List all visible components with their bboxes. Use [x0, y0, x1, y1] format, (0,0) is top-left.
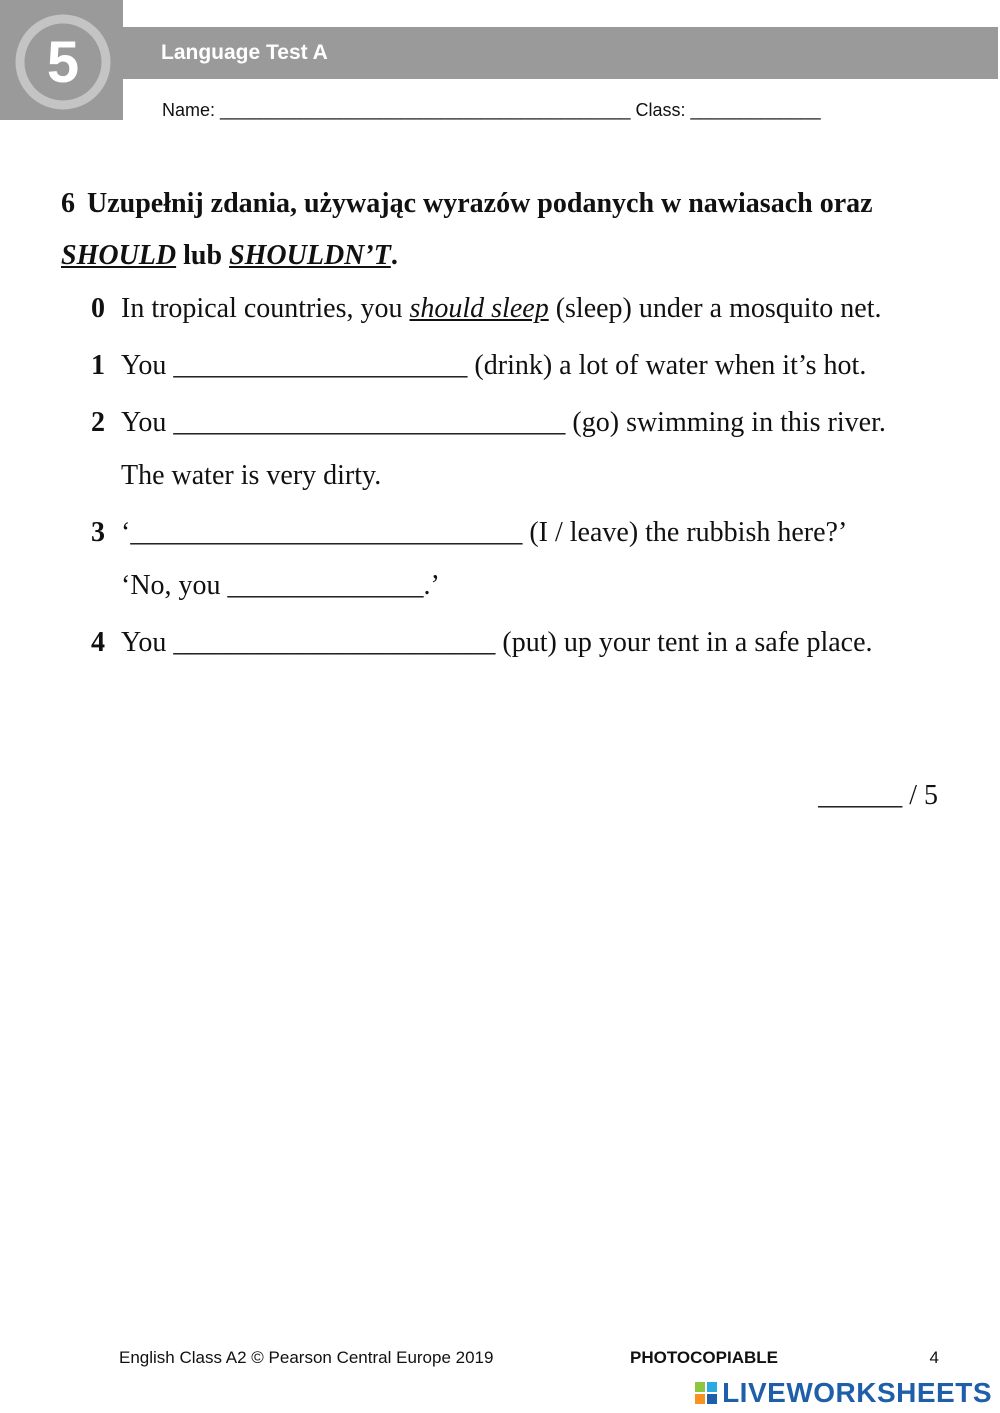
item-number: 3	[91, 517, 105, 548]
keyword-shouldnt: SHOULDN’T	[229, 240, 391, 271]
keyword-should: SHOULD	[61, 240, 177, 271]
item-number: 0	[91, 293, 105, 324]
item-number: 4	[91, 627, 105, 658]
item-text-before: In tropical countries, you	[121, 293, 410, 324]
photocopiable-label: PHOTOCOPIABLE	[630, 1348, 778, 1367]
task-period: .	[390, 240, 398, 271]
task-heading	[61, 178, 941, 282]
task-instruction: Uzupełnij zdania, używając wyrazów podanych w nawiasach oraz	[87, 188, 873, 219]
name-blank[interactable]: _________________________________________	[220, 100, 631, 120]
student-info-line	[162, 100, 821, 121]
task-number: 6	[61, 188, 75, 219]
page-number: 4	[929, 1348, 939, 1367]
task-connector: lub	[183, 240, 223, 271]
class-label: Class:	[635, 100, 686, 120]
test-title: Language Test A	[123, 27, 998, 79]
item-text[interactable]: You _______________________ (put) up your tent in a safe place.	[121, 627, 873, 658]
exercise-item-4[interactable]	[91, 616, 951, 669]
exercise-items	[91, 282, 951, 673]
liveworksheets-logo-icon	[694, 1381, 718, 1405]
item-line-2[interactable]: ‘No, you ______________.’	[121, 570, 440, 601]
copyright-text: English Class A2 © Pearson Central Europe 2019	[119, 1348, 494, 1367]
name-label: Name:	[162, 100, 216, 120]
brand-name: LIVEWORKSHEETS	[722, 1377, 992, 1408]
unit-badge-graphic	[0, 0, 123, 120]
item-number: 1	[91, 350, 105, 381]
unit-badge	[0, 0, 123, 120]
item-text-after: (sleep) under a mosquito net.	[548, 293, 882, 324]
example-answer: should sleep	[409, 293, 549, 324]
class-blank[interactable]: _____________	[690, 100, 821, 120]
unit-number: 5	[46, 30, 80, 95]
exercise-item-2[interactable]	[91, 396, 911, 502]
item-line-1[interactable]: ‘____________________________ (I / leave) the rubbish here?’	[121, 517, 848, 548]
exercise-item-3[interactable]	[91, 506, 951, 612]
item-text[interactable]: You ____________________________ (go) swimming in this river. The water is very dirty.	[121, 407, 886, 491]
score-box: ______ / 5	[818, 780, 938, 811]
liveworksheets-brand[interactable]	[694, 1376, 992, 1410]
item-number: 2	[91, 407, 105, 438]
item-text[interactable]: You _____________________ (drink) a lot of water when it’s hot.	[121, 350, 867, 381]
exercise-item-0	[91, 282, 951, 335]
exercise-item-1[interactable]	[91, 339, 951, 392]
